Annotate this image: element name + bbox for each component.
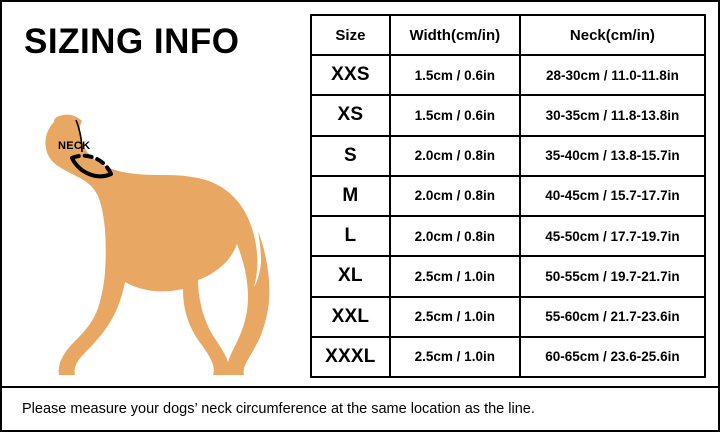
cell-width: 2.0cm / 0.8in [390, 176, 520, 216]
table-row [311, 337, 705, 377]
cell-width: 1.5cm / 0.6in [390, 95, 520, 135]
column-header-size: Size [311, 15, 390, 55]
table-row [311, 95, 705, 135]
cell-width: 2.5cm / 1.0in [390, 256, 520, 296]
cell-size: XXXL [311, 337, 390, 377]
illustration-panel [2, 2, 310, 386]
cell-width: 2.5cm / 1.0in [390, 337, 520, 377]
cell-neck: 45-50cm / 17.7-19.7in [520, 216, 705, 256]
cell-width: 2.0cm / 0.8in [390, 136, 520, 176]
dog-silhouette-icon [12, 82, 302, 382]
table-row [311, 136, 705, 176]
page-title: SIZING INFO [24, 22, 240, 61]
size-table-panel [310, 2, 718, 386]
cell-neck: 30-35cm / 11.8-13.8in [520, 95, 705, 135]
column-header-width: Width(cm/in) [390, 15, 520, 55]
size-table [310, 14, 706, 378]
cell-size: S [311, 136, 390, 176]
table-row [311, 256, 705, 296]
table-row [311, 297, 705, 337]
dog-body-shape [45, 115, 269, 375]
cell-neck: 60-65cm / 23.6-25.6in [520, 337, 705, 377]
column-header-neck: Neck(cm/in) [520, 15, 705, 55]
cell-neck: 55-60cm / 21.7-23.6in [520, 297, 705, 337]
cell-neck: 28-30cm / 11.0-11.8in [520, 55, 705, 95]
table-row [311, 176, 705, 216]
cell-width: 2.0cm / 0.8in [390, 216, 520, 256]
cell-neck: 40-45cm / 15.7-17.7in [520, 176, 705, 216]
upper-section [2, 2, 718, 386]
dog-illustration [12, 82, 302, 382]
cell-size: XL [311, 256, 390, 296]
cell-size: XXL [311, 297, 390, 337]
measurement-note: Please measure your dogs’ neck circumference at the same location as the line. [22, 401, 535, 417]
cell-neck: 50-55cm / 19.7-21.7in [520, 256, 705, 296]
cell-width: 2.5cm / 1.0in [390, 297, 520, 337]
cell-size: L [311, 216, 390, 256]
cell-width: 1.5cm / 0.6in [390, 55, 520, 95]
cell-size: XXS [311, 55, 390, 95]
card-content [2, 2, 718, 430]
cell-size: M [311, 176, 390, 216]
cell-size: XS [311, 95, 390, 135]
footer-note-bar [2, 386, 718, 430]
table-row [311, 216, 705, 256]
neck-label: NECK [58, 140, 91, 152]
table-header-row [311, 15, 705, 55]
cell-neck: 35-40cm / 13.8-15.7in [520, 136, 705, 176]
table-row [311, 55, 705, 95]
